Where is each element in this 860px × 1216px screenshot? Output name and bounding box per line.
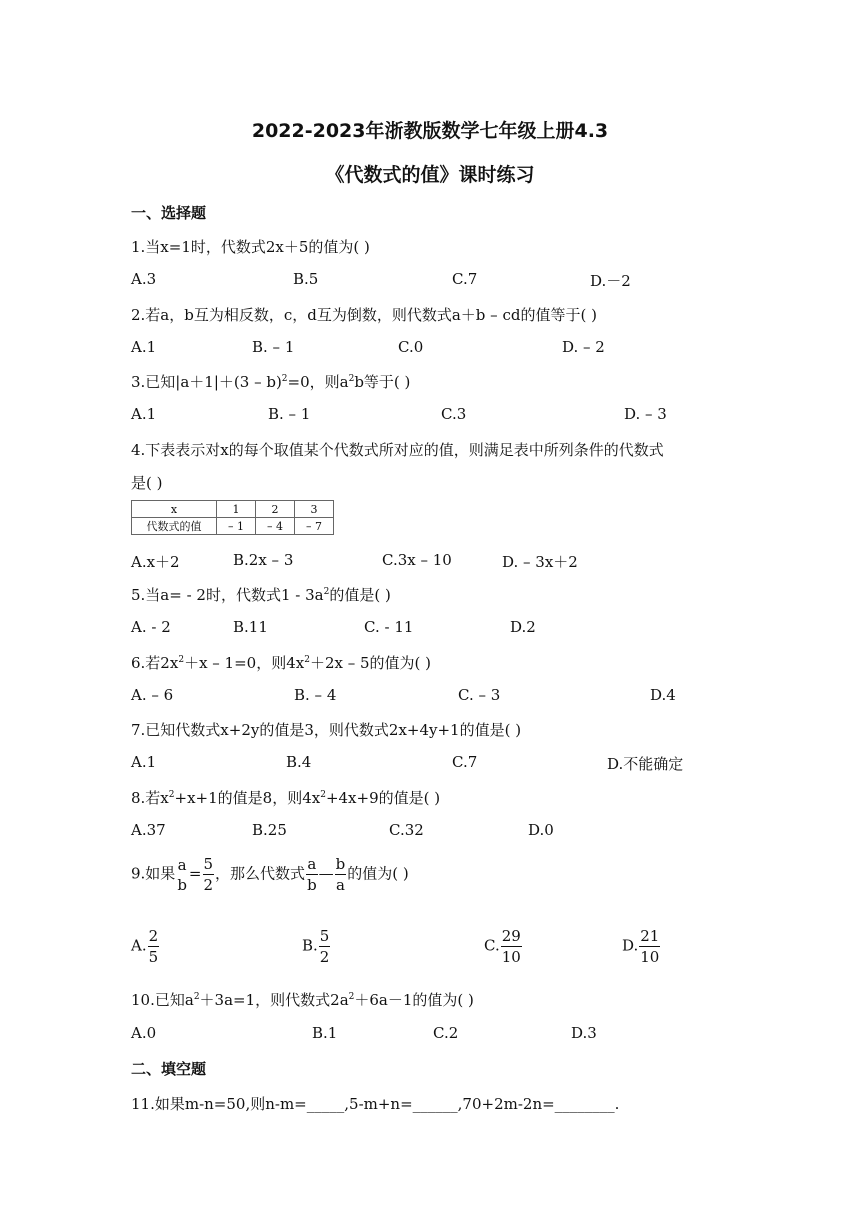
q2-option-b: B. – 1 bbox=[252, 338, 295, 356]
question-3 bbox=[131, 371, 410, 392]
q5-option-d: D.2 bbox=[510, 618, 536, 636]
section-choice-heading: 一、选择题 bbox=[131, 204, 207, 222]
q9-text-mid: ，那么代数式 bbox=[215, 864, 306, 883]
q8-text-mid: +x+1的值是8，则4x bbox=[174, 789, 321, 807]
q3-text-mid: =0，则a bbox=[287, 373, 349, 391]
q3-exponent-1: 2 bbox=[281, 374, 288, 384]
numerator: 5 bbox=[203, 855, 214, 873]
q10-exponent-1: 2 bbox=[193, 992, 200, 1002]
q3-option-b: B. – 1 bbox=[268, 405, 311, 423]
table-cell: 2 bbox=[256, 501, 295, 518]
denominator: b bbox=[177, 875, 187, 894]
q6-text-pre: 6.若2x bbox=[131, 654, 179, 672]
fraction-a-over-b bbox=[176, 855, 188, 895]
numerator: 5 bbox=[319, 927, 330, 945]
q2-option-a: A.1 bbox=[131, 338, 157, 356]
q9-option-b bbox=[302, 926, 331, 967]
q6-exponent-2: 2 bbox=[304, 655, 310, 665]
q7-option-c: C.7 bbox=[452, 753, 478, 771]
q4-option-d: D. – 3x＋2 bbox=[502, 553, 578, 571]
q3-text-pre: 3.已知|a＋1|＋(3 – b) bbox=[131, 373, 282, 391]
q3-text-post: b等于( ) bbox=[354, 373, 411, 391]
q4-option-b: B.2x – 3 bbox=[233, 551, 294, 569]
table-row bbox=[132, 501, 334, 518]
q9-option-d bbox=[622, 926, 661, 967]
numerator: b bbox=[335, 855, 346, 873]
option-label: B. bbox=[302, 936, 318, 955]
q7-option-b: B.4 bbox=[286, 753, 312, 771]
q6-exponent-1: 2 bbox=[178, 655, 185, 665]
denominator: 10 bbox=[501, 948, 521, 966]
q7-option-a: A.1 bbox=[131, 753, 157, 771]
q4-option-c: C.3x – 10 bbox=[382, 551, 452, 569]
denominator: a bbox=[336, 876, 345, 894]
option-label: D. bbox=[622, 936, 639, 955]
q10-option-a: A.0 bbox=[131, 1024, 157, 1042]
denominator: 2 bbox=[319, 948, 330, 966]
q10-text-pre: 10.已知a bbox=[131, 991, 194, 1009]
q9-text-post: 的值为( ) bbox=[347, 864, 409, 883]
q4-option-a: A.x＋2 bbox=[131, 553, 180, 571]
q3-exponent-2: 2 bbox=[348, 374, 355, 384]
numerator: a bbox=[177, 855, 187, 874]
option-fraction bbox=[501, 926, 522, 967]
title-line-2: 《代数式的值》课时练习 bbox=[325, 164, 535, 186]
q8-option-c: C.32 bbox=[389, 821, 424, 839]
denominator: b bbox=[307, 876, 317, 894]
q3-option-c: C.3 bbox=[441, 405, 467, 423]
q8-text-post: +4x+9的值是( ) bbox=[325, 789, 441, 807]
table-cell: – 7 bbox=[295, 518, 334, 535]
q2-option-c: C.0 bbox=[398, 338, 424, 356]
question-1: 1.当x=1时，代数式2x＋5的值为( ) bbox=[131, 238, 370, 256]
value-table bbox=[131, 500, 334, 535]
numerator: a bbox=[307, 855, 317, 873]
denominator: 10 bbox=[640, 948, 660, 966]
q6-option-d: D.4 bbox=[650, 686, 676, 704]
q3-option-a: A.1 bbox=[131, 405, 157, 423]
q5-text-pre: 5.当a= - 2时，代数式1 - 3a bbox=[131, 586, 324, 604]
equals-sign: = bbox=[188, 864, 202, 883]
q8-text-pre: 8.若x bbox=[131, 789, 169, 807]
q5-text-post: 的值是( ) bbox=[329, 586, 391, 604]
q10-option-b: B.1 bbox=[312, 1024, 338, 1042]
question-10 bbox=[131, 989, 474, 1010]
table-cell: 3 bbox=[295, 501, 334, 518]
question-6 bbox=[131, 652, 431, 673]
q6-option-c: C. – 3 bbox=[458, 686, 501, 704]
option-fraction bbox=[639, 926, 660, 967]
q6-text-mid: ＋x – 1=0，则4x bbox=[184, 654, 305, 672]
table-cell: x bbox=[132, 501, 217, 518]
q8-exponent-1: 2 bbox=[168, 790, 175, 800]
numerator: 29 bbox=[501, 927, 521, 945]
q8-option-b: B.25 bbox=[252, 821, 287, 839]
minus-sign: — bbox=[318, 864, 334, 883]
title-line-1: 2022-2023年浙教版数学七年级上册4.3 bbox=[251, 120, 609, 142]
question-5 bbox=[131, 584, 391, 605]
q5-exponent: 2 bbox=[323, 587, 330, 597]
q9-option-c bbox=[484, 926, 523, 967]
q5-option-c: C. - 11 bbox=[364, 618, 414, 636]
q5-option-b: B.11 bbox=[233, 618, 268, 636]
q1-option-b: B.5 bbox=[293, 270, 319, 288]
option-fraction bbox=[319, 926, 331, 967]
numerator: 2 bbox=[148, 927, 159, 945]
denominator: 5 bbox=[148, 948, 159, 966]
option-label: A. bbox=[131, 936, 147, 955]
q10-option-d: D.3 bbox=[571, 1024, 597, 1042]
question-4-line-1: 4.下表表示对x的每个取值某个代数式所对应的值，则满足表中所列条件的代数式 bbox=[131, 441, 664, 459]
q1-option-d: D.－2 bbox=[590, 272, 631, 290]
fraction-a-over-b bbox=[306, 854, 318, 895]
table-cell: 代数式的值 bbox=[132, 518, 217, 535]
fraction-b-over-a bbox=[335, 854, 347, 895]
q10-text-mid: ＋3a=1，则代数式2a bbox=[199, 991, 349, 1009]
q9-option-a bbox=[131, 926, 160, 967]
denominator: 2 bbox=[203, 876, 214, 894]
fraction-5-over-2 bbox=[203, 854, 215, 895]
q7-option-d: D.不能确定 bbox=[607, 755, 684, 773]
table-cell: 1 bbox=[217, 501, 256, 518]
table-cell: – 1 bbox=[217, 518, 256, 535]
q6-option-b: B. – 4 bbox=[294, 686, 337, 704]
option-label: C. bbox=[484, 936, 500, 955]
question-4-line-2: 是( ) bbox=[131, 474, 163, 492]
q1-option-c: C.7 bbox=[452, 270, 478, 288]
q10-text-post: ＋6a－1的值为( ) bbox=[354, 991, 474, 1009]
question-11: 11.如果m-n=50,则n-m=_____,5-m+n=______,70+2m-2n=________. bbox=[131, 1095, 620, 1113]
q6-text-post: ＋2x – 5的值为( ) bbox=[309, 654, 432, 672]
question-9 bbox=[131, 854, 409, 895]
question-2: 2.若a，b互为相反数，c，d互为倒数，则代数式a＋b – cd的值等于( ) bbox=[131, 306, 597, 324]
table-cell: – 4 bbox=[256, 518, 295, 535]
q8-option-a: A.37 bbox=[131, 821, 166, 839]
q9-text-pre: 9.如果 bbox=[131, 864, 176, 883]
numerator: 21 bbox=[640, 927, 660, 945]
section-fill-heading: 二、填空题 bbox=[131, 1060, 207, 1078]
q10-exponent-2: 2 bbox=[348, 992, 355, 1002]
table-row bbox=[132, 518, 334, 535]
question-8 bbox=[131, 787, 440, 808]
q2-option-d: D. – 2 bbox=[562, 338, 605, 356]
q1-option-a: A.3 bbox=[131, 270, 157, 288]
q3-option-d: D. – 3 bbox=[624, 405, 667, 423]
q8-option-d: D.0 bbox=[528, 821, 554, 839]
option-fraction bbox=[148, 926, 160, 967]
q6-option-a: A. – 6 bbox=[131, 686, 174, 704]
question-7: 7.已知代数式x+2y的值是3，则代数式2x+4y+1的值是( ) bbox=[131, 721, 522, 739]
q8-exponent-2: 2 bbox=[320, 790, 326, 800]
q10-option-c: C.2 bbox=[433, 1024, 459, 1042]
q5-option-a: A. - 2 bbox=[131, 618, 171, 636]
